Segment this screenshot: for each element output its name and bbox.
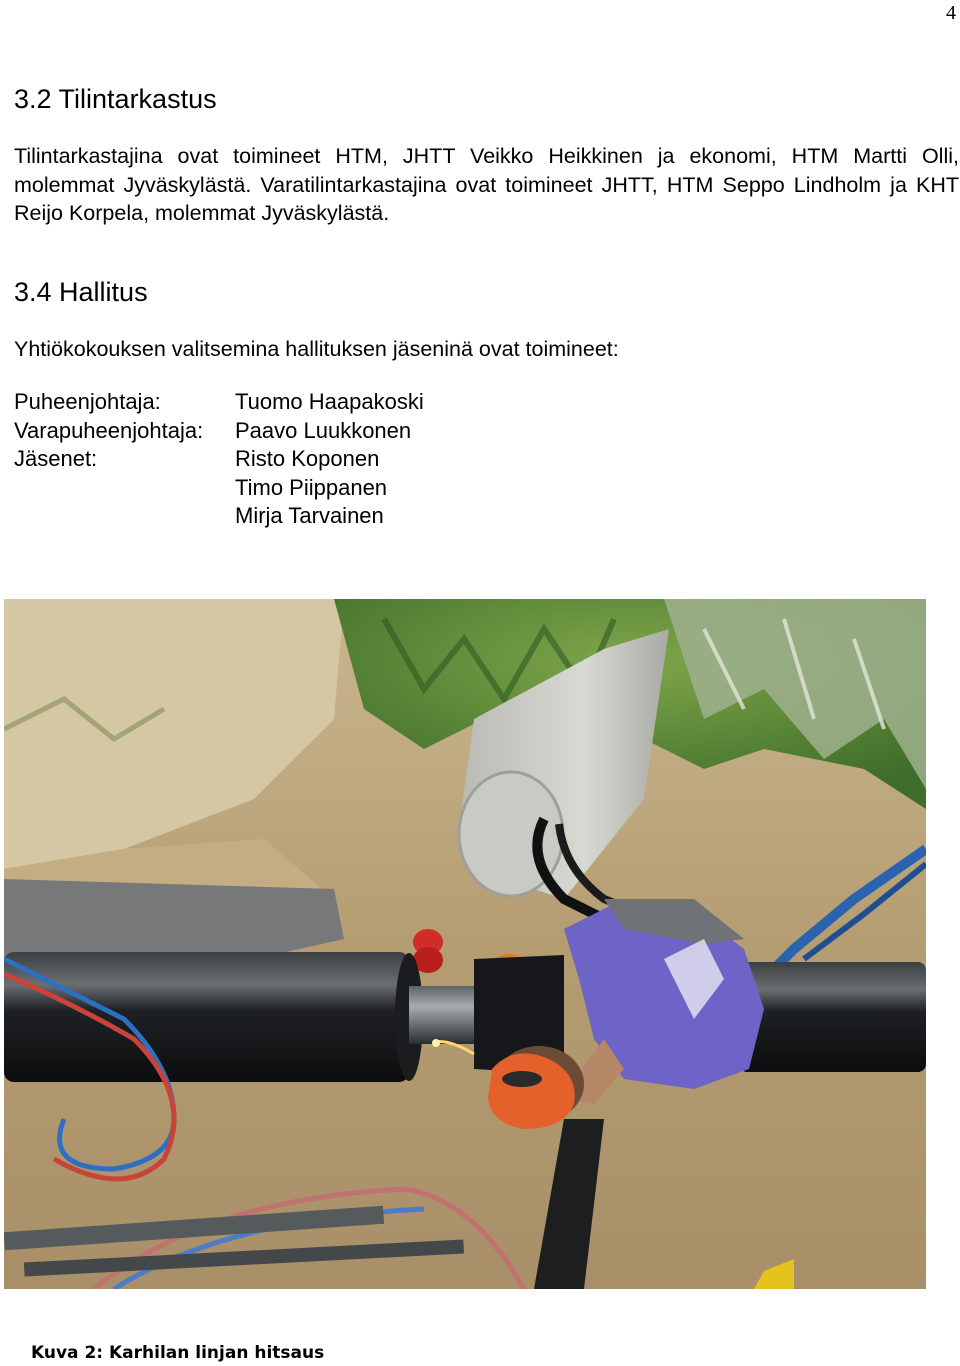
board-member-name: Paavo Luukkonen — [235, 417, 412, 443]
board-row — [14, 388, 424, 417]
board-row — [14, 445, 424, 474]
board-member-name: Tuomo Haapakoski — [235, 389, 424, 414]
board-row — [14, 474, 424, 503]
page-number: 4 — [946, 2, 956, 24]
board-role — [14, 502, 235, 531]
board-member-name: Risto Koponen — [235, 446, 380, 471]
figure-caption: Kuva 2: Karhilan linjan hitsaus — [31, 1343, 325, 1363]
audit-paragraph: Tilintarkastajina ovat toimineet HTM, JHTT Veikko Heikkinen ja ekonomi, HTM Martti Olli, molemmat Jyväskylästä. Varatilintarkastajina ovat toimineet JHTT, HTM Seppo Lindholm ja KHT Reijo Korpela, molemmat Jyväskylästä. — [14, 144, 959, 225]
board-intro: Yhtiökokouksen valitsemina hallituksen jäseninä ovat toimineet: — [14, 337, 619, 361]
board-member-name: Timo Piippanen — [235, 474, 388, 500]
board-members-table — [14, 388, 424, 531]
section-heading-audit: 3.2 Tilintarkastus — [14, 84, 217, 114]
board-member-name: Mirja Tarvainen — [235, 503, 384, 528]
board-role: Jäsenet: — [14, 446, 98, 471]
pipeline-welding-photo — [4, 599, 926, 1289]
board-role — [14, 474, 235, 503]
board-role: Puheenjohtaja: — [14, 389, 161, 414]
board-row — [14, 502, 424, 531]
section-heading-board: 3.4 Hallitus — [14, 277, 148, 307]
board-role: Varapuheenjohtaja: — [14, 417, 204, 443]
board-row — [14, 417, 424, 446]
